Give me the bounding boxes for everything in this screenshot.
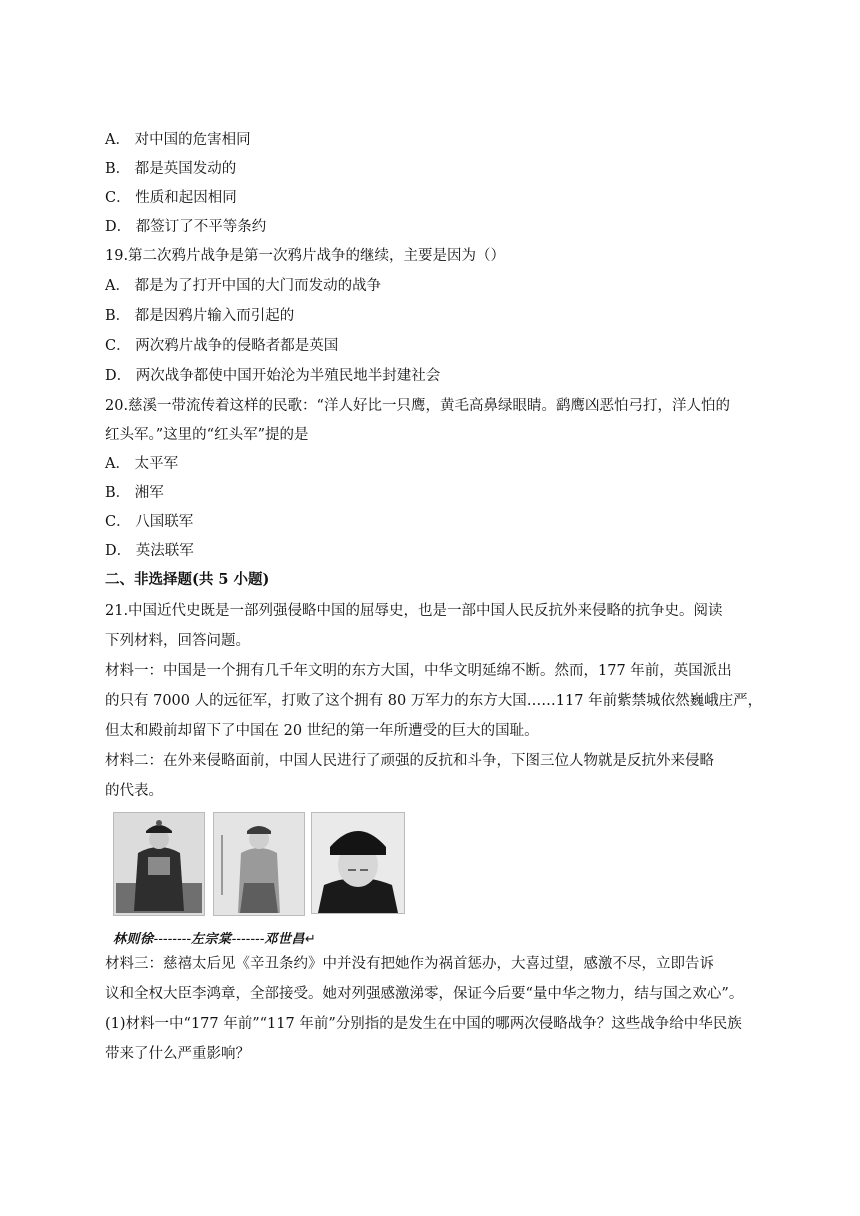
- portrait-zuo-zongtang: [213, 812, 305, 916]
- q18-option-c: C． 性质和起因相同: [105, 190, 237, 206]
- portrait-captions: [113, 928, 316, 947]
- caption-zuo-zongtang: 左宗棠: [191, 932, 232, 947]
- caption-lin-zexu: 林则徐: [113, 932, 154, 947]
- q18-option-d: D． 都签订了不平等条约: [105, 219, 267, 235]
- q20-option-c: C． 八国联军: [105, 514, 194, 530]
- return-mark-icon: ↵: [304, 932, 316, 947]
- q21-sub1-line2: 带来了什么严重影响？: [105, 1046, 250, 1062]
- material-2-line2: 的代表。: [105, 783, 163, 799]
- q19-option-d: D． 两次战争都使中国开始沦为半殖民地半封建社会: [105, 368, 441, 384]
- q19-option-b: B． 都是因鸦片输入而引起的: [105, 308, 295, 324]
- caption-deng-shichang: 邓世昌: [264, 932, 305, 947]
- q19-stem: 19.第二次鸦片战争是第一次鸦片战争的继续，主要是因为（）: [105, 248, 506, 264]
- q21-sub1-line1: (1)材料一中“177 年前”“117 年前”分别指的是发生在中国的哪两次侵略战争？这些战争给中华民族: [105, 1016, 742, 1032]
- material-3-line2: 议和全权大臣李鸿章，全部接受。她对列强感激涕零，保证今后要“量中华之物力，结与国之欢心”。: [105, 986, 744, 1002]
- q21-intro-line2: 下列材料，回答问题。: [105, 633, 250, 649]
- q20-option-d: D． 英法联军: [105, 543, 194, 559]
- q18-option-a: A． 对中国的危害相同: [105, 132, 251, 148]
- material-1-line2: 的只有 7000 人的远征军，打败了这个拥有 80 万军力的东方大国……117 年前紫禁城依然巍峨庄严，: [105, 693, 763, 709]
- q21-intro-line1: 21.中国近代史既是一部列强侵略中国的屈辱史，也是一部中国人民反抗外来侵略的抗争史。阅读: [105, 603, 723, 619]
- portrait-lin-zexu: [113, 812, 205, 916]
- q19-option-a: A． 都是为了打开中国的大门而发动的战争: [105, 278, 382, 294]
- material-2-line1: 材料二：在外来侵略面前，中国人民进行了顽强的反抗和斗争，下图三位人物就是反抗外来侵略: [105, 753, 714, 769]
- q19-option-c: C． 两次鸦片战争的侵略者都是英国: [105, 338, 339, 354]
- q20-stem-line2: 红头军。”这里的“红头军”提的是: [105, 427, 309, 443]
- caption-divider: --------: [153, 932, 192, 947]
- q20-option-b: B． 湘军: [105, 485, 164, 501]
- material-3-line1: 材料三：慈禧太后见《辛丑条约》中并没有把她作为祸首惩办，大喜过望，感激不尽，立即告诉: [105, 956, 714, 972]
- q20-option-a: A． 太平军: [105, 456, 179, 472]
- material-1-line3: 但太和殿前却留下了中国在 20 世纪的第一年所遭受的巨大的国耻。: [105, 723, 539, 739]
- caption-divider: -------: [231, 932, 265, 947]
- section-2-title: 二、非选择题(共 5 小题): [105, 571, 270, 588]
- q20-stem-line1: 20.慈溪一带流传着这样的民歌：“洋人好比一只鹰，黄毛高鼻绿眼睛。鹞鹰凶恶怕弓打，洋人怕的: [105, 398, 730, 414]
- portrait-deng-shichang: [311, 812, 405, 914]
- q18-option-b: B． 都是英国发动的: [105, 161, 237, 177]
- material-1-line1: 材料一：中国是一个拥有几千年文明的东方大国，中华文明延绵不断。然而，177 年前，英国派出: [105, 663, 732, 679]
